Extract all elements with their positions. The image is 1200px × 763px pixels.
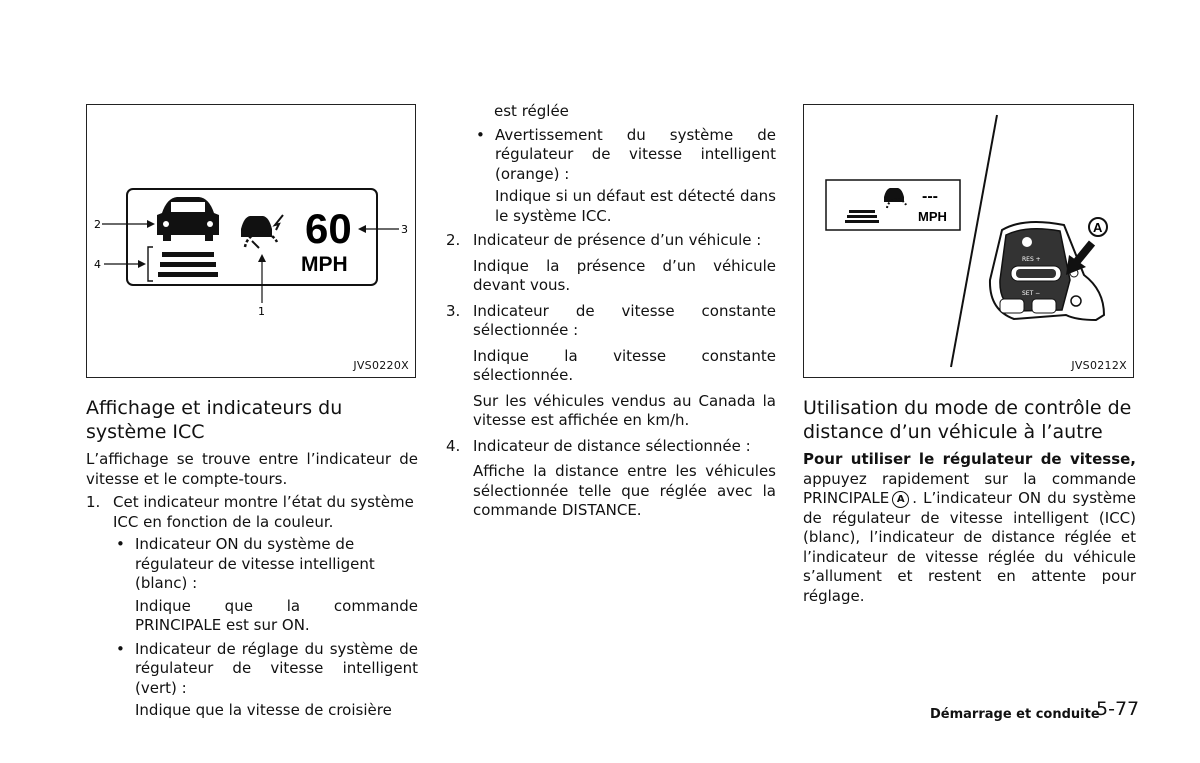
icc-display-figure <box>86 104 416 378</box>
left-column <box>86 396 418 721</box>
list-item-1: 1. Cet indicateur montre l’état du système ICC en fonction de la couleur. <box>86 493 414 531</box>
item-3-desc: Indique la vitesse constante sélectionnée. <box>473 346 776 384</box>
bullet-warning: • Avertissement du système de régulateur de vitesse intelligent (orange) : <box>476 125 776 183</box>
intro-paragraph: L’affichage se trouve entre l’indicateur de vitesse et le compte-tours. <box>86 450 418 488</box>
list-item-3: 3. Indicateur de vitesse constante sélectionnée : <box>446 301 776 339</box>
item-4-desc: Affiche la distance entre les véhicules sélectionnée telle que réglée avec la commande DISTANCE. <box>473 462 776 519</box>
speed-unit: MPH <box>301 253 348 276</box>
icc-status-icon <box>884 188 906 208</box>
speed-unit: MPH <box>918 209 947 224</box>
bullet-warning-desc: Indique si un défaut est détecté dans le système ICC. <box>495 187 776 225</box>
distance-bars-icon <box>845 210 879 223</box>
vehicle-icon <box>157 197 219 241</box>
callout-3: 3 <box>401 223 408 236</box>
callout-1: 1 <box>258 305 265 318</box>
set-speed-dashes: --- <box>922 188 938 205</box>
section-heading: Affichage et indicateurs du système ICC <box>86 397 343 443</box>
callout-a: A <box>1093 220 1103 235</box>
figure-code: JVS0212X <box>1071 358 1127 372</box>
icc-display-illustration <box>87 105 414 376</box>
callout-2: 2 <box>94 218 101 231</box>
bullet-on-indicator: • Indicateur ON du système de régulateur de vitesse intelligent (blanc) : <box>116 535 375 592</box>
distance-bars-icon <box>158 252 218 277</box>
middle-column <box>446 102 776 521</box>
steering-switch-illustration <box>804 105 1132 376</box>
item-3-note: Sur les véhicules vendus au Canada la vitesse est affichée en km/h. <box>473 391 776 429</box>
list-item-4: 4. Indicateur de distance sélectionnée : <box>446 436 751 455</box>
right-paragraph: Pour utiliser le régulateur de vitesse, appuyez rapidement sur la commande PRINCIPALE A . L’indicateur ON du système de régulateur de vitesse intelligent (ICC) (blanc), l’indicateur de distance réglée et l’indicateur de vitesse réglée du véhicule s’allument et restent en attente pour réglage. <box>803 450 1136 605</box>
bullet-on-desc: Indique que la commande PRINCIPALE est sur ON. <box>135 596 418 634</box>
callout-4: 4 <box>94 258 101 271</box>
set-speed-value: 60 <box>305 205 352 252</box>
icc-status-icon <box>241 215 283 248</box>
footer-section-title: Démarrage et conduite <box>930 707 1100 722</box>
steering-wheel-switch-panel <box>990 222 1104 320</box>
list-item-2: 2. Indicateur de présence d’un véhicule : <box>446 231 762 249</box>
res-label: RES + <box>1022 256 1041 263</box>
callout-a-badge: A <box>892 491 909 508</box>
figure-code: JVS0220X <box>353 358 409 372</box>
set-label: SET − <box>1022 290 1041 297</box>
bold-lead: Pour utiliser le régulateur de vitesse, <box>803 450 1136 468</box>
steering-switch-figure <box>803 104 1134 378</box>
page-number: 5-77 <box>1096 698 1140 720</box>
item-2-desc: Indique la présence d’un véhicule devant vous. <box>473 256 776 294</box>
bullet-set-indicator: • Indicateur de réglage du système de régulateur de vitesse intelligent (vert) : <box>116 639 418 697</box>
section-heading: Utilisation du mode de contrôle de distance d’un véhicule à l’autre <box>803 397 1132 443</box>
continuation-text: est réglée <box>494 102 569 120</box>
right-column <box>803 396 1136 606</box>
bullet-set-desc: Indique que la vitesse de croisière <box>135 701 392 719</box>
